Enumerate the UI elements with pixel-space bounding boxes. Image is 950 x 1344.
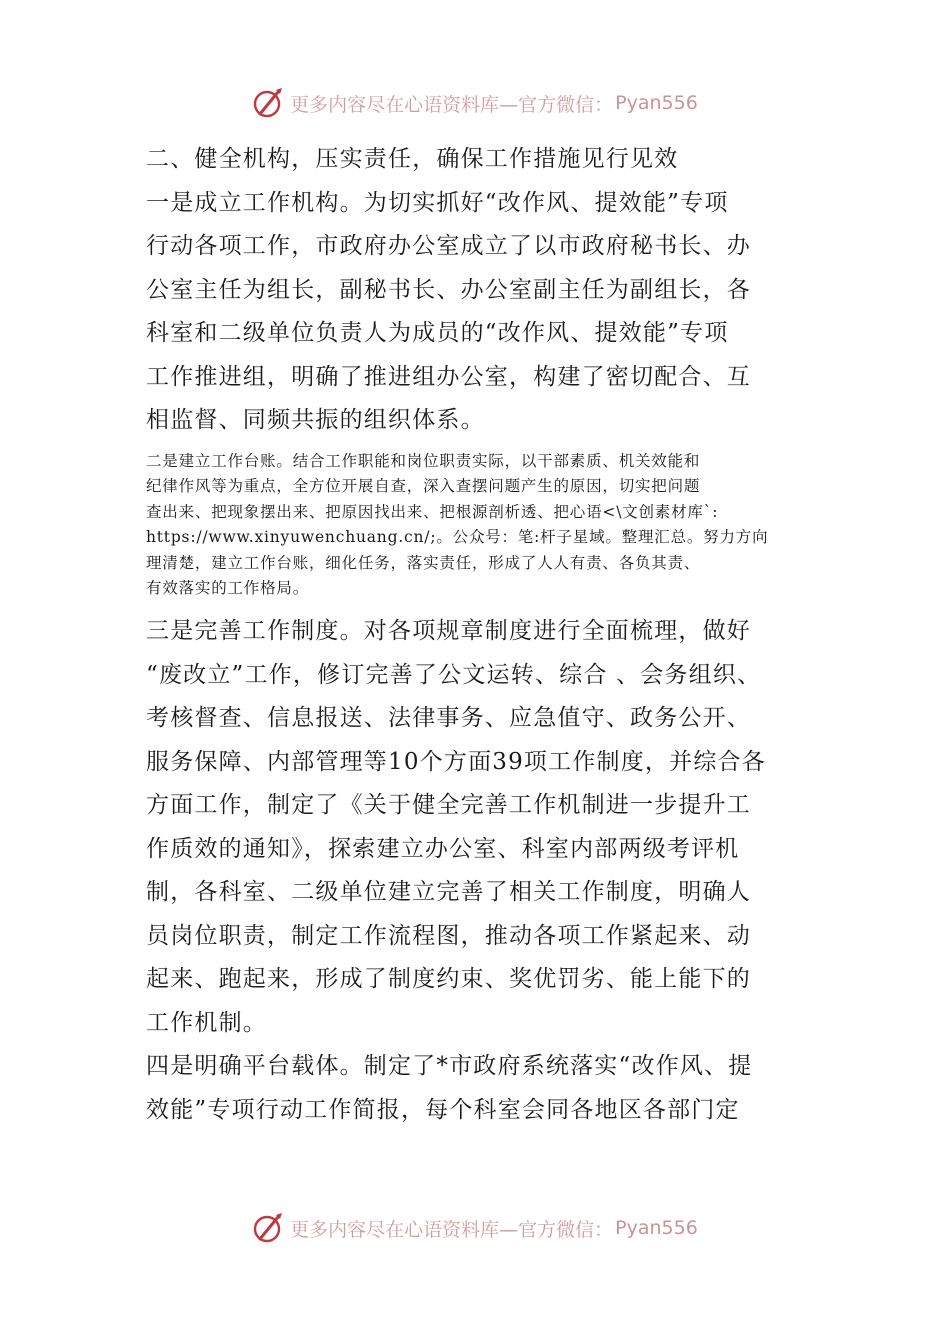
text-line: 有效落实的工作格局。 <box>146 579 310 598</box>
paragraph-4 <box>146 1045 826 1132</box>
text-line: 科室和二级单位负责人为成员的“改作风、提效能”专项 <box>146 320 729 346</box>
text-line: 三是完善工作制度。对各项规章制度进行全面梳理，做好 <box>146 618 751 645</box>
section-heading <box>146 138 826 182</box>
banner-text: 更多内容尽在心语资料库—官方微信： <box>290 93 614 116</box>
text-line: 查出来、把现象摆出来、把原因找出来、把根源剖析透、把心语<\文创素材库`: <box>146 502 719 521</box>
text-line: 服务保障、内部管理等10个方面39项工作制度，并综合各 <box>146 748 766 775</box>
text-line: 二是建立工作台账。结合工作职能和岗位职责实际，以干部素质、机关效能和 <box>146 451 701 470</box>
footer-banner <box>0 1208 950 1248</box>
text-line: 工作机制。 <box>146 1009 267 1036</box>
paragraph-2 <box>146 449 826 603</box>
text-line: 二、健全机构，压实责任，确保工作措施见行见效 <box>146 146 679 172</box>
text-line: 相监督、同频共振的组织体系。 <box>146 407 485 433</box>
pen-logo-icon <box>252 86 286 120</box>
text-line: 员岗位职责，制定工作流程图，推动各项工作紧起来、动 <box>146 922 751 949</box>
text-line: 公室主任为组长，副秘书长、办公室副主任为副组长，各 <box>146 276 751 303</box>
document-body <box>146 138 826 1132</box>
text-line: 一是成立工作机构。为切实抓好“改作风、提效能”专项 <box>146 189 729 216</box>
text-line: 效能”专项行动工作简报，每个科室会同各地区各部门定 <box>146 1096 740 1123</box>
banner-handle: Pyan556 <box>615 1217 698 1239</box>
banner-handle: Pyan556 <box>615 92 698 114</box>
paragraph-3 <box>146 610 826 1045</box>
text-line: 制，各科室、二级单位建立完善了相关工作制度，明确人 <box>146 879 751 906</box>
text-line: 考核督查、信息报送、法律事务、应急值守、政务公开、 <box>146 705 751 732</box>
text-line: 作质效的通知》，探索建立办公室、科室内部两级考评机 <box>146 835 740 862</box>
text-line: https://www.xinyuwenchuang.cn/;。公众号：笔:杆子星域。整理汇总。努力方向 <box>146 528 769 547</box>
text-line: “废改立”工作，修订完善了公文运转、综合 、会务组织、 <box>146 661 762 688</box>
text-line: 方面工作，制定了《关于健全完善工作机制进一步提升工 <box>146 792 751 819</box>
banner-text: 更多内容尽在心语资料库—官方微信： <box>290 1218 614 1241</box>
paragraph-1 <box>146 182 826 443</box>
text-line: 四是明确平台载体。制定了*市政府系统落实“改作风、提 <box>146 1053 753 1080</box>
text-line: 工作推进组，明确了推进组办公室，构建了密切配合、互 <box>146 363 751 390</box>
text-line: 行动各项工作，市政府办公室成立了以市政府秘书长、办 <box>146 233 751 259</box>
pen-logo-icon <box>252 1211 286 1245</box>
text-line: 起来、跑起来，形成了制度约束、奖优罚劣、能上能下的 <box>146 966 751 993</box>
text-line: 理清楚，建立工作台账，细化任务，落实责任，形成了人人有责、各负其责、 <box>146 553 701 572</box>
header-banner <box>0 83 950 123</box>
text-line: 纪律作风等为重点，全方位开展自查，深入查摆问题产生的原因，切实把问题 <box>146 477 701 496</box>
